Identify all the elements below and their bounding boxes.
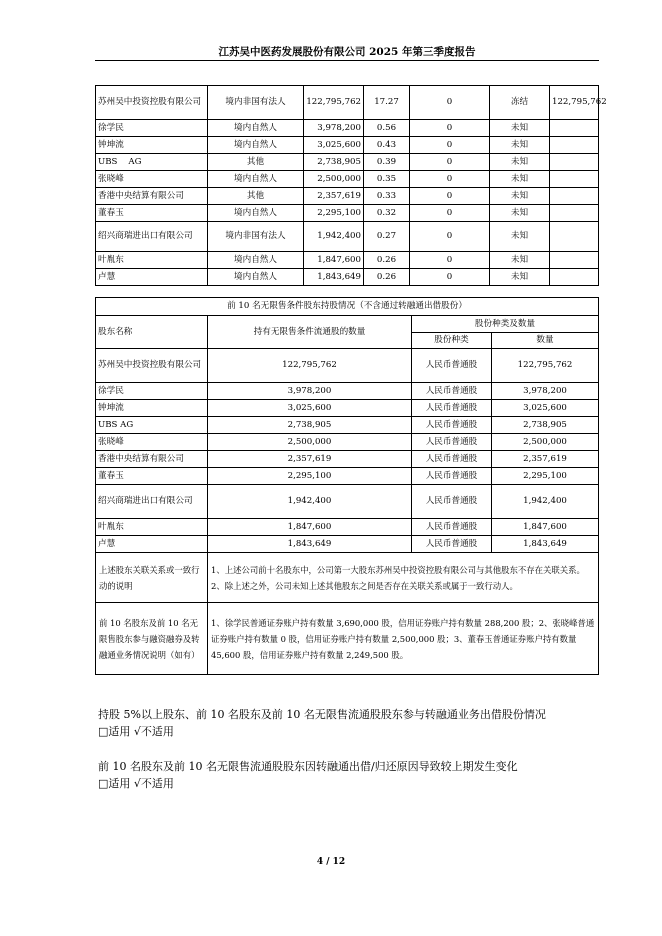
unrestricted-kind: 人民币普通股 <box>412 417 492 434</box>
unrestricted-qty: 1,843,649 <box>492 536 599 553</box>
holder-shares: 2,357,619 <box>304 188 364 205</box>
holder-restricted: 0 <box>410 171 490 188</box>
holder-name: 徐学民 <box>96 120 208 137</box>
holder-name: 苏州吴中投资控股有限公司 <box>96 86 208 120</box>
holder-status: 未知 <box>490 154 550 171</box>
holder-shares: 3,978,200 <box>304 120 364 137</box>
table-row <box>96 120 599 137</box>
holder-qty <box>550 252 599 269</box>
unrestricted-qty: 3,025,600 <box>492 400 599 417</box>
holder-shares: 2,500,000 <box>304 171 364 188</box>
holder-shares: 1,843,649 <box>304 269 364 286</box>
section2-options: □适用 √不适用 <box>98 777 174 790</box>
unrestricted-qty: 3,978,200 <box>492 383 599 400</box>
unrestricted-name: 绍兴商瑞进出口有限公司 <box>96 485 208 519</box>
holder-pct: 0.43 <box>364 137 410 154</box>
unrestricted-kind: 人民币普通股 <box>412 383 492 400</box>
holder-restricted: 0 <box>410 188 490 205</box>
holder-name: 卢慧 <box>96 269 208 286</box>
holder-status: 未知 <box>490 269 550 286</box>
table-row <box>96 137 599 154</box>
table-row <box>96 383 599 400</box>
holder-qty <box>550 120 599 137</box>
report-header: 江苏吴中医药发展股份有限公司 2025 年第三季度报告 <box>218 46 476 58</box>
unrestricted-qty: 2,357,619 <box>492 451 599 468</box>
relation-label: 上述股东关联关系或一致行动的说明 <box>96 553 208 603</box>
unrestricted-kind: 人民币普通股 <box>412 536 492 553</box>
unrestricted-shares: 2,738,905 <box>208 417 412 434</box>
holder-name: 叶胤东 <box>96 252 208 269</box>
holder-status: 未知 <box>490 252 550 269</box>
col-header-kind-group: 股份种类及数量 <box>412 316 599 333</box>
holder-qty <box>550 188 599 205</box>
col-header-name: 股东名称 <box>96 316 208 349</box>
unrestricted-name: 张晓峰 <box>96 434 208 451</box>
unrestricted-qty: 1,942,400 <box>492 485 599 519</box>
holder-type: 境内自然人 <box>208 171 304 188</box>
unrestricted-kind: 人民币普通股 <box>412 485 492 519</box>
relation-text-1: 1、上述公司前十名股东中，公司第一大股东苏州吴中投资控股有限公司与其他股东不存在关联关系。 <box>211 564 585 575</box>
table-row <box>96 188 599 205</box>
holder-pct: 0.56 <box>364 120 410 137</box>
margin-text: 1、徐学民普通证券账户持有数量 3,690,000 股，信用证券账户持有数量 288,200 股；2、张晓峰普通证券账户持有数量 0 股，信用证券账户持有数量 2,500,000 股；3、董春玉普通证券账户持有数量 45,600 股，信用证券账户持有数量 2,249,500 股。 <box>208 603 599 675</box>
unrestricted-shares: 3,978,200 <box>208 383 412 400</box>
holder-qty: 122,795,762 <box>550 86 599 120</box>
table-row <box>96 252 599 269</box>
holder-shares: 1,942,400 <box>304 222 364 252</box>
holder-pct: 0.26 <box>364 269 410 286</box>
holder-shares: 3,025,600 <box>304 137 364 154</box>
table-row <box>96 205 599 222</box>
table-row <box>96 269 599 286</box>
holder-restricted: 0 <box>410 86 490 120</box>
table-row <box>96 434 599 451</box>
holder-pct: 0.32 <box>364 205 410 222</box>
holder-restricted: 0 <box>410 205 490 222</box>
relation-text <box>208 553 599 603</box>
holder-pct: 17.27 <box>364 86 410 120</box>
holder-type: 境内自然人 <box>208 205 304 222</box>
col-header-qty: 数量 <box>492 333 599 349</box>
holder-name: 董春玉 <box>96 205 208 222</box>
holder-qty <box>550 137 599 154</box>
holder-qty <box>550 154 599 171</box>
header-divider <box>95 60 599 61</box>
holder-type: 境内非国有法人 <box>208 222 304 252</box>
holder-name: 香港中央结算有限公司 <box>96 188 208 205</box>
holder-status: 未知 <box>490 205 550 222</box>
unrestricted-name: 徐学民 <box>96 383 208 400</box>
unrestricted-qty: 2,738,905 <box>492 417 599 434</box>
holder-shares: 122,795,762 <box>304 86 364 120</box>
unrestricted-name: UBS AG <box>96 417 208 434</box>
unrestricted-qty: 2,500,000 <box>492 434 599 451</box>
unrestricted-kind: 人民币普通股 <box>412 451 492 468</box>
unrestricted-kind: 人民币普通股 <box>412 349 492 383</box>
holder-type: 境内自然人 <box>208 269 304 286</box>
holder-restricted: 0 <box>410 120 490 137</box>
table-row <box>96 171 599 188</box>
holder-qty <box>550 205 599 222</box>
table-row <box>96 86 599 120</box>
unrestricted-qty: 1,847,600 <box>492 519 599 536</box>
unrestricted-kind: 人民币普通股 <box>412 400 492 417</box>
unrestricted-shares: 2,500,000 <box>208 434 412 451</box>
holder-pct: 0.35 <box>364 171 410 188</box>
table-row <box>96 417 599 434</box>
table-row <box>96 536 599 553</box>
holder-type: 境内自然人 <box>208 252 304 269</box>
table-row <box>96 154 599 171</box>
holder-type: 境内自然人 <box>208 120 304 137</box>
top-holders-table <box>95 85 607 286</box>
col-header-kind: 股份种类 <box>412 333 492 349</box>
table-row <box>96 485 599 519</box>
holder-shares: 2,738,905 <box>304 154 364 171</box>
table-row <box>96 222 599 252</box>
table-row <box>96 468 599 485</box>
holder-status: 未知 <box>490 171 550 188</box>
holder-type: 其他 <box>208 188 304 205</box>
unrestricted-shares: 2,295,100 <box>208 468 412 485</box>
unrestricted-qty: 122,795,762 <box>492 349 599 383</box>
holder-name: 绍兴商瑞进出口有限公司 <box>96 222 208 252</box>
holder-pct: 0.39 <box>364 154 410 171</box>
holder-status: 冻结 <box>490 86 550 120</box>
holder-restricted: 0 <box>410 154 490 171</box>
unrestricted-table-title: 前 10 名无限售条件股东持股情况（不含通过转融通出借股份） <box>96 298 599 316</box>
col-header-shares: 持有无限售条件流通股的数量 <box>208 316 412 349</box>
holder-status: 未知 <box>490 120 550 137</box>
unrestricted-shares: 2,357,619 <box>208 451 412 468</box>
holder-name: 钟坤流 <box>96 137 208 154</box>
holder-pct: 0.27 <box>364 222 410 252</box>
unrestricted-shares: 3,025,600 <box>208 400 412 417</box>
margin-label: 前 10 名股东及前 10 名无限售股东参与融资融券及转融通业务情况说明（如有） <box>96 603 208 675</box>
holder-restricted: 0 <box>410 269 490 286</box>
holder-restricted: 0 <box>410 222 490 252</box>
holder-qty <box>550 269 599 286</box>
holder-name: 张晓峰 <box>96 171 208 188</box>
table-row <box>96 349 599 383</box>
unrestricted-shares: 1,843,649 <box>208 536 412 553</box>
unrestricted-shares: 1,847,600 <box>208 519 412 536</box>
section1-options: □适用 √不适用 <box>98 725 174 738</box>
holder-restricted: 0 <box>410 252 490 269</box>
holder-status: 未知 <box>490 137 550 154</box>
unrestricted-shares: 1,942,400 <box>208 485 412 519</box>
holder-pct: 0.33 <box>364 188 410 205</box>
holder-name: UBS AG <box>96 154 208 171</box>
holder-qty <box>550 222 599 252</box>
table-row <box>96 400 599 417</box>
unrestricted-name: 卢慧 <box>96 536 208 553</box>
holder-restricted: 0 <box>410 137 490 154</box>
table-row <box>96 451 599 468</box>
holder-type: 境内自然人 <box>208 137 304 154</box>
holder-pct: 0.26 <box>364 252 410 269</box>
unrestricted-name: 香港中央结算有限公司 <box>96 451 208 468</box>
unrestricted-name: 董春玉 <box>96 468 208 485</box>
section2-title: 前 10 名股东及前 10 名无限售流通股股东因转融通出借/归还原因导致较上期发生变化 <box>98 760 518 773</box>
holder-qty <box>550 171 599 188</box>
unrestricted-kind: 人民币普通股 <box>412 519 492 536</box>
page-number: 4 / 12 <box>316 857 346 867</box>
section1-title: 持股 5%以上股东、前 10 名股东及前 10 名无限售流通股股东参与转融通业务出借股份情况 <box>98 708 546 721</box>
holder-type: 境内非国有法人 <box>208 86 304 120</box>
holder-status: 未知 <box>490 222 550 252</box>
unrestricted-qty: 2,295,100 <box>492 468 599 485</box>
table-row <box>96 519 599 536</box>
unrestricted-name: 苏州吴中投资控股有限公司 <box>96 349 208 383</box>
unrestricted-kind: 人民币普通股 <box>412 468 492 485</box>
holder-shares: 2,295,100 <box>304 205 364 222</box>
unrestricted-holders-table <box>95 297 599 675</box>
unrestricted-name: 钟坤流 <box>96 400 208 417</box>
holder-type: 其他 <box>208 154 304 171</box>
unrestricted-shares: 122,795,762 <box>208 349 412 383</box>
holder-shares: 1,847,600 <box>304 252 364 269</box>
holder-status: 未知 <box>490 188 550 205</box>
unrestricted-kind: 人民币普通股 <box>412 434 492 451</box>
unrestricted-name: 叶胤东 <box>96 519 208 536</box>
relation-text-2: 2、除上述之外，公司未知上述其他股东之间是否存在关联关系或属于一致行动人。 <box>211 580 518 591</box>
